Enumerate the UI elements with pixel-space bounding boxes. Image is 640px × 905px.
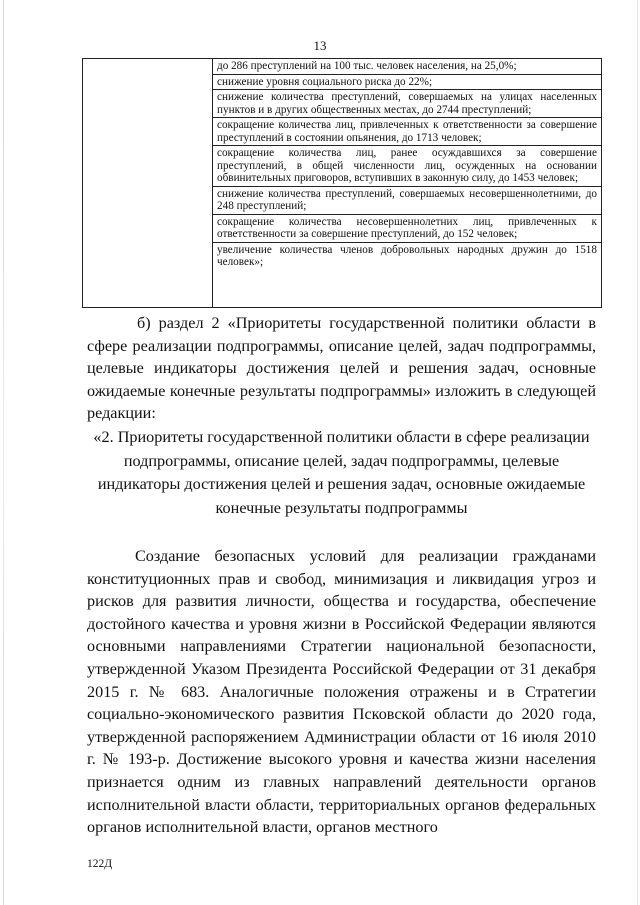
table-right-column [213, 59, 601, 270]
paragraph-b: б) раздел 2 «Приоритеты государственной политики области в сфере реализации подпрограммы, описание целей, задач подпрограммы, целевые индикаторы достижения целей и решения задач, основные ожидаемые конечные результаты подпрограммы» изложить в следующей редакции: [87, 314, 596, 423]
table-row: сокращение количества лиц, привлеченных к ответственности за совершение преступлений в состоянии опьянения, до 1713 человек; [213, 118, 601, 146]
scan-edge-left [3, 0, 4, 905]
footer-code: 122Д [87, 858, 113, 870]
table-empty-left-column [83, 59, 213, 307]
page-number: 13 [313, 38, 327, 53]
section-heading: «2. Приоритеты государственной политики области в сфере реализации подпрограммы, описание целей, задач подпрограммы, целевые индикаторы достижения целей и решения задач, основные ожидаемые конечные результаты подпрограммы [93, 428, 590, 517]
table-row: снижение количества преступлений, совершаемых на улицах населенных пунктов и в других общественных местах, до 2744 преступлений; [213, 90, 601, 118]
table-row: снижение количества преступлений, совершаемых несовершеннолетними, до 248 преступлений; [213, 187, 601, 215]
table-row: сокращение количества лиц, ранее осуждавшихся за совершение преступлений, в общей численности лиц, осужденных на основании обвинительных приговоров, вступивших в законную силу, до 1453 человек; [213, 146, 601, 187]
table-row: до 286 преступлений на 100 тыс. человек населения, на 25,0%; [213, 59, 601, 75]
body-paragraph: Создание безопасных условий для реализации гражданами конституционных прав и свобод, минимизация и ликвидация угроз и рисков для развития личности, общества и государства, обеспечение достойного качества и уровня жизни в Российской Федерации являются основными направлениями Стратегии национальной безопасности, утвержденной Указом Президента Российской Федерации от 31 декабря 2015 г. № 683. Аналогичные положения отражены и в Стратегии социально-экономического развития Псковской области до 2020 года, утвержденной распоряжением Администрации области от 16 июля 2010 г. № 193-р. Достижение высокого уровня и качества жизни населения признается одним из главных направлений деятельности органов исполнительной власти области, территориальных органов федеральных органов исполнительной власти, органов местного [87, 547, 596, 837]
scan-edge-right [637, 0, 638, 905]
table-row: сокращение количества несовершеннолетних лиц, привлеченных к ответственности за совершение преступлений, до 152 человек; [213, 215, 601, 243]
table-row: снижение уровня социального риска до 22%; [213, 75, 601, 91]
indicators-table [82, 58, 602, 308]
table-row: увеличение количества членов добровольных народных дружин до 1518 человек»; [217, 243, 597, 268]
